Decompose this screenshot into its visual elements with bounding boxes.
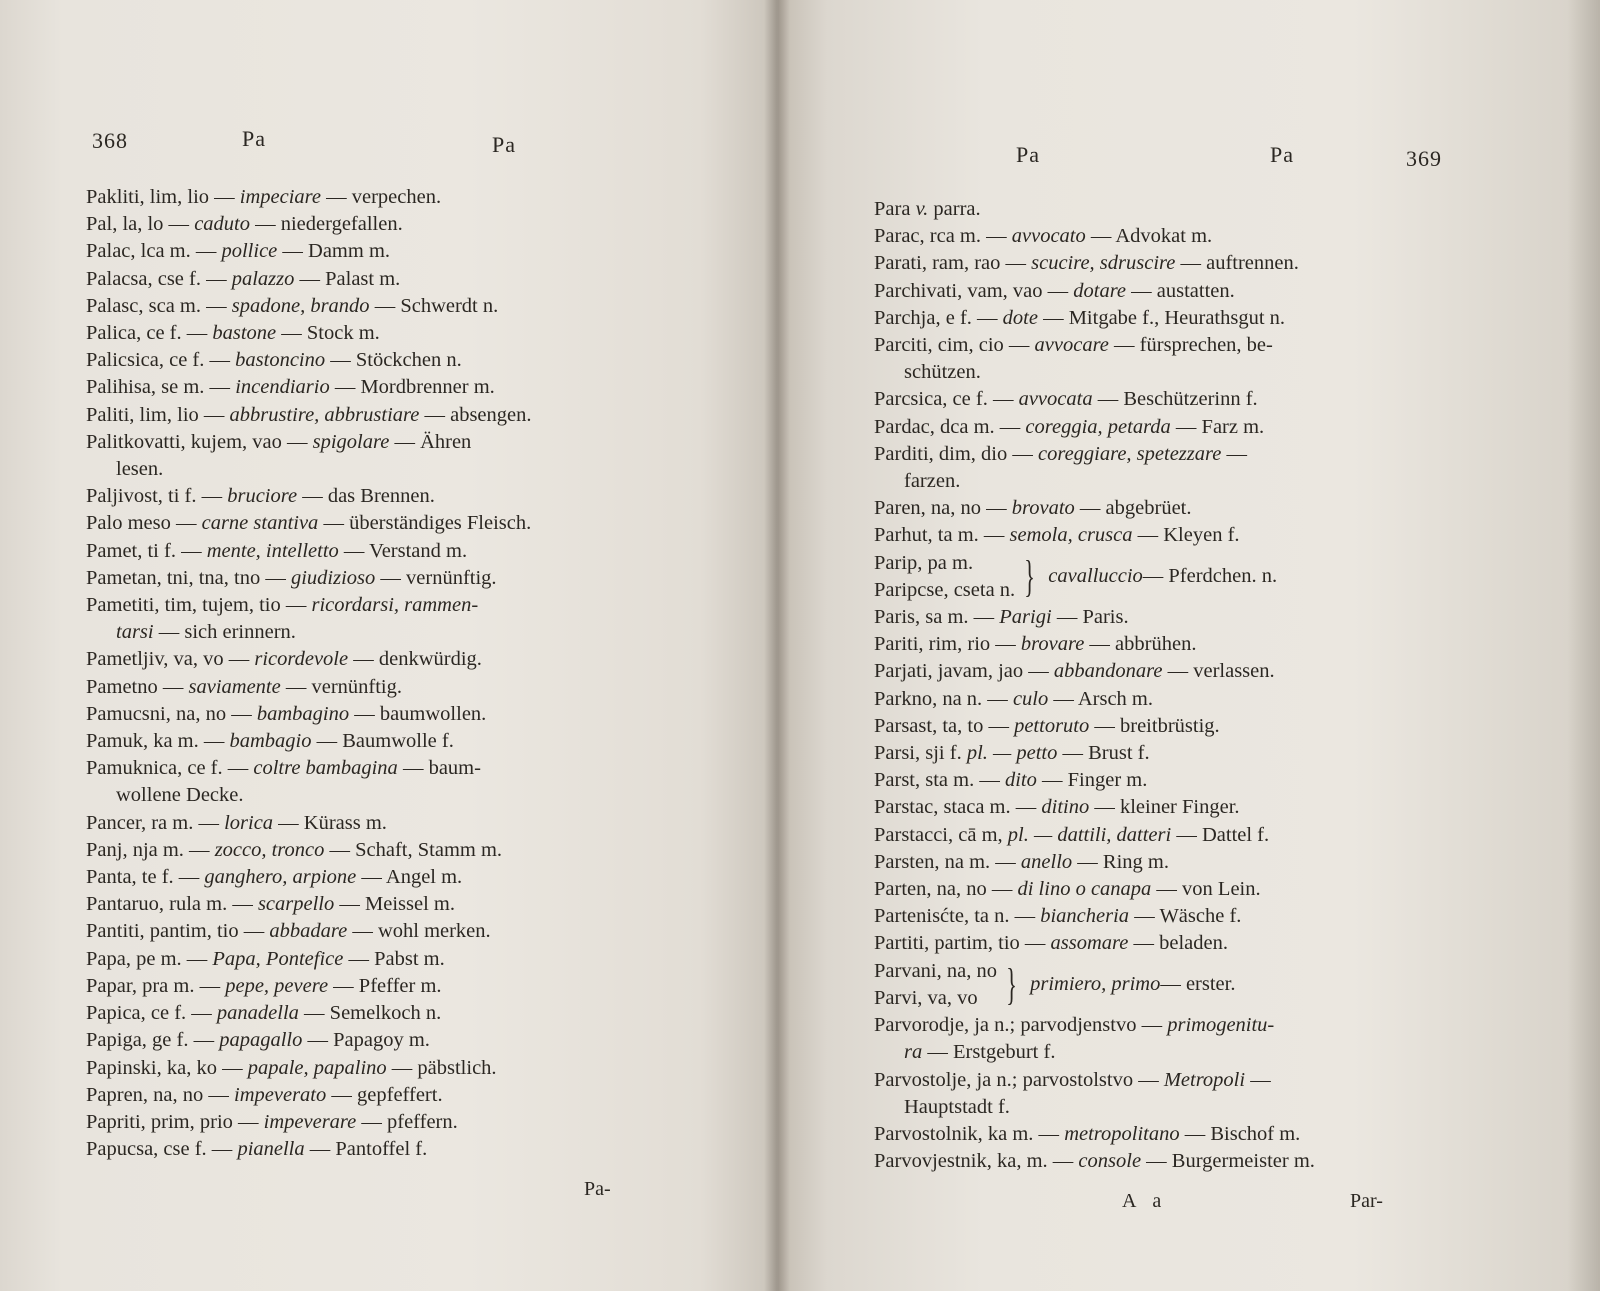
entry-headword: Papriti, prim, prio — — [86, 1110, 259, 1133]
entry-italian: lorica — [224, 811, 274, 834]
dictionary-entries — [86, 184, 668, 1163]
entry-german: — Burgermeister m. — [1146, 1150, 1315, 1173]
dictionary-entry — [86, 429, 668, 483]
entry-headword: Palica, ce f. — — [86, 322, 208, 345]
entry-italian: saviamente — [188, 675, 281, 698]
dictionary-entry — [874, 686, 1448, 713]
entry-german: — Finger m. — [1042, 769, 1148, 792]
entry-headword: Pantaruo, rula m. — — [86, 893, 253, 916]
entry-german: — Arsch m. — [1053, 687, 1154, 710]
entry-continuation — [874, 468, 1448, 495]
entry-german: — Dattel f. — [1176, 823, 1270, 846]
entry-german: — Mitgabe f., Heurathsgut n. — [1043, 306, 1286, 329]
entry-headword: Papiga, ge f. — — [86, 1029, 215, 1052]
entry-headword: Palacsa, cse f. — — [86, 267, 227, 290]
entry-german: — Pferdchen. n. — [1142, 565, 1278, 588]
entry-headword: Parac, rca m. — — [874, 225, 1007, 248]
entry-headword: Partenisćte, ta n. — — [874, 905, 1036, 928]
entry-german: — Ähren — [394, 430, 472, 453]
entry-italian: primogenitu- — [1167, 1014, 1275, 1037]
entry-italian: culo — [1012, 687, 1049, 710]
entry-headword: Pariti, rim, rio — — [874, 633, 1016, 656]
entry-german: — denkwürdig. — [353, 648, 482, 671]
dictionary-entry — [86, 1136, 668, 1163]
dictionary-entry — [874, 495, 1448, 522]
entry-italian: avvocata — [1018, 388, 1093, 411]
entry-continuation — [874, 1094, 1448, 1121]
dictionary-entry — [874, 740, 1448, 767]
entry-headword: Parten, na, no — — [874, 878, 1013, 901]
entry-italian: di lino o canapa — [1017, 878, 1152, 901]
dictionary-entry — [86, 402, 668, 429]
brace-glyph: } — [1024, 551, 1036, 601]
entry-italian: pollice — [221, 240, 278, 263]
entry-german: — absengen. — [424, 403, 532, 426]
entry-headword: Parvani, na, no — [874, 959, 997, 982]
entry-headword: Papren, na, no — — [86, 1083, 229, 1106]
entry-italian: abbandonare — [1053, 660, 1163, 683]
dictionary-entry — [874, 250, 1448, 277]
dictionary-entry — [86, 674, 668, 701]
dictionary-entry — [86, 728, 668, 755]
dictionary-entry — [874, 713, 1448, 740]
entry-headword: Parcsica, ce f. — — [874, 388, 1014, 411]
entry-german: — Ring m. — [1077, 850, 1169, 873]
dictionary-entry — [874, 876, 1448, 903]
entry-headword: Palihisa, se m. — — [86, 376, 231, 399]
entry-headword: Parvostolje, ja n.; parvostolstvo — — [874, 1068, 1159, 1091]
dictionary-entry — [86, 266, 668, 293]
entry-german: — baumwollen. — [354, 702, 487, 725]
entry-german: — Beschützerinn f. — [1097, 388, 1258, 411]
entry-german: — Brust f. — [1062, 742, 1150, 765]
entry-continuation — [86, 782, 668, 809]
dictionary-entry — [874, 1012, 1448, 1066]
entry-german-cont: farzen. — [904, 470, 961, 493]
entry-italian: giudizioso — [290, 566, 376, 589]
entry-italian: bastoncino — [235, 349, 326, 372]
brace-glyph: } — [1006, 959, 1017, 1009]
dictionary-entry — [874, 822, 1448, 849]
entry-headword: Palicsica, ce f. — — [86, 349, 231, 372]
dictionary-entry — [86, 1082, 668, 1109]
entry-german: — breitbrüstig. — [1094, 714, 1220, 737]
entry-italian: pl. — petto — [966, 742, 1058, 765]
entry-italian-cont: tarsi — [116, 621, 154, 644]
page-number: 368 — [92, 128, 128, 153]
entry-headword: Papar, pra m. — — [86, 974, 221, 997]
dictionary-entry — [874, 1121, 1448, 1148]
entry-headword: Parsi, sji f. — [874, 742, 962, 765]
entry-german: — — [1226, 442, 1247, 465]
dictionary-entry — [86, 864, 668, 891]
dictionary-entry — [874, 1067, 1448, 1121]
entry-italian: bambagio — [229, 730, 312, 753]
dictionary-entry — [86, 646, 668, 673]
dictionary-entry — [874, 278, 1448, 305]
entry-italian: spigolare — [312, 430, 390, 453]
dictionary-entries — [874, 196, 1448, 1175]
entry-headword: Parhut, ta m. — — [874, 524, 1005, 547]
entry-headword: Panj, nja m. — — [86, 838, 210, 861]
dictionary-entry — [874, 196, 1448, 223]
entry-italian: biancheria — [1040, 905, 1130, 928]
dictionary-entry — [86, 510, 668, 537]
entry-german: — vernünftig. — [285, 675, 403, 698]
entry-german: — Bischof m. — [1184, 1122, 1301, 1145]
entry-italian: Metropoli — [1163, 1068, 1246, 1091]
entry-continuation — [86, 619, 668, 646]
entry-italian: zocco, tronco — [214, 838, 325, 861]
entry-german-cont: lesen. — [116, 458, 164, 481]
entry-headword: Parditi, dim, dio — — [874, 442, 1033, 465]
entry-headword: Pamuk, ka m. — — [86, 730, 225, 753]
dictionary-entry — [874, 604, 1448, 631]
entry-italian: coreggia, petarda — [1025, 415, 1171, 438]
entry-italian: coreggiare, spetezzare — [1038, 442, 1222, 465]
entry-italian: carne stantiva — [201, 512, 319, 535]
entry-headword: Palitkovatti, kujem, vao — — [86, 430, 308, 453]
entry-italian: ricordevole — [254, 648, 349, 671]
entry-italian: console — [1078, 1150, 1142, 1173]
running-header-left: Pa — [1016, 142, 1040, 167]
dictionary-entry — [86, 320, 668, 347]
signature-mark: A a — [1122, 1190, 1168, 1212]
entry-italian: avvocato — [1011, 225, 1086, 248]
dictionary-entry — [86, 538, 668, 565]
entry-german: — Angel m. — [361, 866, 463, 889]
entry-german-cont: schützen. — [904, 361, 981, 384]
entry-headword: Pancer, ra m. — — [86, 811, 219, 834]
entry-german: — vernünftig. — [380, 566, 497, 589]
entry-german: — niedergefallen. — [255, 213, 403, 236]
dictionary-entry — [86, 1000, 668, 1027]
entry-german: — Mordbrenner m. — [334, 376, 495, 399]
entry-german: — Paris. — [1056, 606, 1129, 629]
entry-german-cont: wollene Decke. — [116, 784, 244, 807]
grouped-entry — [874, 550, 1448, 604]
dictionary-entry — [874, 794, 1448, 821]
entry-headword: Pamet, ti f. — — [86, 539, 202, 562]
entry-headword: Papucsa, cse f. — — [86, 1138, 233, 1161]
dictionary-entry — [874, 903, 1448, 930]
dictionary-entry — [86, 701, 668, 728]
catchword: Pa- — [584, 1178, 611, 1200]
entry-german-cont: Hauptstadt f. — [904, 1095, 1010, 1118]
entry-italian: anello — [1020, 850, 1073, 873]
entry-german: — überständiges Fleisch. — [323, 512, 532, 535]
entry-headword: Parchivati, vam, vao — — [874, 279, 1069, 302]
entry-headword: Pardac, dca m. — — [874, 415, 1021, 438]
dictionary-entry — [86, 918, 668, 945]
entry-german: — beladen. — [1133, 932, 1228, 955]
entry-headword: Parvovjestnik, ka, m. — — [874, 1150, 1074, 1173]
entry-headword: Palasc, sca m. — — [86, 294, 227, 317]
entry-headword: Papinski, ka, ko — — [86, 1056, 243, 1079]
entry-german: — Farz m. — [1175, 415, 1265, 438]
entry-italian: bruciore — [227, 485, 298, 508]
entry-headword: Pamuknica, ce f. — — [86, 757, 249, 780]
entry-german: — Baumwolle f. — [316, 730, 454, 753]
entry-headword: Paris, sa m. — — [874, 606, 995, 629]
entry-italian: scarpello — [257, 893, 335, 916]
entry-german: — das Brennen. — [302, 485, 435, 508]
entry-headword: Pametljiv, va, vo — — [86, 648, 250, 671]
entry-german: — Schwerdt n. — [374, 294, 499, 317]
entry-german: — pfeffern. — [361, 1110, 458, 1133]
entry-headword: Pakliti, lim, lio — — [86, 186, 235, 208]
entry-italian: brovato — [1011, 497, 1075, 520]
entry-german: — Schaft, Stamm m. — [329, 838, 503, 861]
entry-italian: scucire, sdruscire — [1031, 252, 1176, 275]
entry-italian: primiero, primo — [1030, 973, 1161, 996]
entry-german: — Pfeffer m. — [333, 974, 442, 997]
entry-headword: Paren, na, no — — [874, 497, 1007, 520]
entry-german: — Wäsche f. — [1134, 905, 1242, 928]
dictionary-entry — [86, 592, 668, 646]
entry-italian: impeverare — [263, 1110, 357, 1133]
entry-italian: abbrustire, abbrustiare — [229, 403, 420, 426]
entry-german: — austatten. — [1131, 279, 1235, 302]
entry-german: — Pantoffel f. — [309, 1138, 428, 1161]
entry-headword: Pal, la, lo — — [86, 213, 190, 236]
page-number: 369 — [1406, 146, 1442, 171]
entry-german: — kleiner Finger. — [1094, 796, 1240, 819]
entry-headword: Parstac, staca m. — — [874, 796, 1037, 819]
entry-german: — von Lein. — [1156, 878, 1261, 901]
dictionary-entry — [86, 1055, 668, 1082]
dictionary-entry — [86, 293, 668, 320]
entry-german-cont: — Erstgeburt f. — [927, 1041, 1056, 1064]
dictionary-entry — [86, 1109, 668, 1136]
dictionary-entry — [86, 184, 668, 211]
entry-italian: papagallo — [219, 1029, 303, 1052]
dictionary-entry — [874, 767, 1448, 794]
dictionary-entry — [86, 347, 668, 374]
entry-german: — abgebrüet. — [1079, 497, 1192, 520]
entry-headword: Pametan, tni, tna, tno — — [86, 566, 286, 589]
right-page — [778, 0, 1600, 1291]
entry-german: parra. — [933, 198, 981, 220]
entry-headword: Para — [874, 198, 911, 220]
book-gutter — [764, 0, 790, 1291]
entry-headword: Parciti, cim, cio — — [874, 334, 1030, 357]
grouped-entry — [874, 958, 1448, 1012]
entry-german: — Palast m. — [299, 267, 401, 290]
entry-headword: Parst, sta m. — — [874, 769, 1000, 792]
entry-italian: dote — [1002, 306, 1038, 329]
dictionary-entry — [86, 891, 668, 918]
entry-italian: pl. — dattili, datteri — [1007, 823, 1172, 846]
running-header-right: Pa — [492, 132, 516, 157]
dictionary-entry — [874, 414, 1448, 441]
entry-german: — auftrennen. — [1180, 252, 1299, 275]
entry-italian: papale, papalino — [247, 1056, 387, 1079]
entry-german: — Semelkoch n. — [304, 1002, 442, 1025]
entry-headword: Palac, lca m. — — [86, 240, 217, 263]
entry-continuation — [86, 456, 668, 483]
entry-german: — Kleyen f. — [1137, 524, 1240, 547]
dictionary-entry — [874, 223, 1448, 250]
entry-continuation — [874, 359, 1448, 386]
entry-italian: spadone, brando — [231, 294, 370, 317]
entry-headword: Papica, ce f. — — [86, 1002, 212, 1025]
entry-german: — — [1250, 1068, 1271, 1091]
entry-headword: Pamucsni, na, no — — [86, 702, 252, 725]
entry-italian: coltre bambagina — [253, 757, 398, 780]
entry-italian: panadella — [216, 1002, 299, 1025]
entry-italian: assomare — [1050, 932, 1129, 955]
entry-headword: Parchja, e f. — — [874, 306, 998, 329]
entry-italian: pianella — [237, 1138, 305, 1161]
entry-italian: mente, intelletto — [206, 539, 339, 562]
entry-italian: ganghero, arpione — [204, 866, 357, 889]
entry-italian: Papa, Pontefice — [212, 947, 344, 970]
dictionary-entry — [874, 305, 1448, 332]
entry-german: — Damm m. — [282, 240, 391, 263]
entry-german: — Verstand m. — [343, 539, 468, 562]
entry-headword: Parip, pa m. — [874, 551, 974, 574]
entry-headword: Pantiti, pantim, tio — — [86, 920, 265, 943]
entry-italian: ricordarsi, rammen- — [311, 594, 479, 617]
entry-italian: abbadare — [269, 920, 348, 943]
entry-german: — Meissel m. — [339, 893, 455, 916]
entry-german: — Stöckchen n. — [330, 349, 462, 372]
dictionary-entry — [86, 810, 668, 837]
entry-headword: Parsast, ta, to — — [874, 714, 1009, 737]
dictionary-entry — [86, 565, 668, 592]
entry-headword: Pametno — — [86, 675, 184, 698]
entry-italian: metropolitano — [1064, 1122, 1180, 1145]
dictionary-entry — [874, 930, 1448, 957]
entry-german: — Kürass m. — [278, 811, 387, 834]
entry-italian: impeverato — [234, 1083, 327, 1106]
entry-italian: v. — [915, 198, 929, 220]
entry-headword: Parvi, va, vo — [874, 986, 978, 1009]
running-header-right: Pa — [1270, 142, 1294, 167]
dictionary-entry — [86, 755, 668, 809]
entry-italian-cont: ra — [904, 1041, 923, 1064]
entry-headword: Paliti, lim, lio — — [86, 403, 225, 426]
dictionary-entry — [86, 238, 668, 265]
entry-german: — gepfeffert. — [331, 1083, 443, 1106]
entry-german: — baum- — [402, 757, 481, 780]
entry-headword: Paljivost, ti f. — — [86, 485, 223, 508]
left-page — [0, 0, 778, 1291]
entry-german: — Advokat m. — [1090, 225, 1213, 248]
catchword: Par- — [1350, 1190, 1383, 1212]
dictionary-entry — [86, 211, 668, 238]
entry-german: — abbrühen. — [1089, 633, 1197, 656]
dictionary-entry — [86, 837, 668, 864]
entry-german-cont: — sich erinnern. — [158, 621, 296, 644]
entry-german: — fürsprechen, be- — [1114, 334, 1273, 357]
entry-headword: Pametiti, tim, tujem, tio — — [86, 594, 307, 617]
entry-headword: Parstacci, cā m, — [874, 823, 1003, 846]
dictionary-entry — [86, 1027, 668, 1054]
dictionary-entry — [874, 522, 1448, 549]
entry-headword: Panta, te f. — — [86, 866, 200, 889]
entry-headword: Parvostolnik, ka m. — — [874, 1122, 1060, 1145]
entry-italian: avvocare — [1034, 334, 1109, 357]
entry-headword: Palo meso — — [86, 512, 197, 535]
dictionary-entry — [86, 946, 668, 973]
entry-italian: dotare — [1073, 279, 1127, 302]
dictionary-entry — [874, 849, 1448, 876]
entry-headword: Paripcse, cseta n. — [874, 578, 1016, 601]
entry-continuation — [874, 1039, 1448, 1066]
dictionary-entry — [86, 973, 668, 1000]
dictionary-entry — [874, 631, 1448, 658]
entry-italian: semola, crusca — [1009, 524, 1133, 547]
entry-headword: Parkno, na n. — — [874, 687, 1008, 710]
entry-headword: Parjati, javam, jao — — [874, 660, 1049, 683]
entry-italian: cavalluccio — [1048, 565, 1143, 588]
entry-headword: Papa, pe m. — — [86, 947, 208, 970]
entry-italian: brovare — [1020, 633, 1085, 656]
entry-italian: ditino — [1041, 796, 1090, 819]
entry-italian: incendiario — [235, 376, 330, 399]
entry-german: — verlassen. — [1167, 660, 1275, 683]
dictionary-entry — [874, 441, 1448, 495]
dictionary-entry — [86, 483, 668, 510]
dictionary-entry — [874, 386, 1448, 413]
entry-headword: Parati, ram, rao — — [874, 252, 1026, 275]
entry-german: — Pabst m. — [348, 947, 445, 970]
entry-italian: pepe, pevere — [225, 974, 329, 997]
entry-german: — verpechen. — [326, 186, 442, 208]
entry-headword: Parvorodje, ja n.; parvodjenstvo — — [874, 1014, 1163, 1037]
entry-italian: Parigi — [999, 606, 1052, 629]
entry-italian: pettoruto — [1014, 714, 1090, 737]
entry-headword: Parsten, na m. — — [874, 850, 1016, 873]
entry-german: — erster. — [1160, 973, 1236, 996]
dictionary-entry — [874, 332, 1448, 386]
entry-german: — Papagoy m. — [307, 1029, 430, 1052]
entry-german: — wohl merken. — [352, 920, 491, 943]
entry-italian: bambagino — [256, 702, 350, 725]
entry-italian: impeciare — [239, 186, 321, 208]
entry-headword: Partiti, partim, tio — — [874, 932, 1046, 955]
entry-italian: bastone — [212, 322, 277, 345]
entry-german: — päbstlich. — [391, 1056, 497, 1079]
dictionary-entry — [874, 658, 1448, 685]
running-header-left: Pa — [242, 126, 266, 151]
entry-german: — Stock m. — [281, 322, 380, 345]
entry-italian: palazzo — [231, 267, 295, 290]
entry-italian: caduto — [194, 213, 250, 236]
dictionary-entry — [86, 374, 668, 401]
dictionary-entry — [874, 1148, 1448, 1175]
entry-italian: dito — [1004, 769, 1037, 792]
